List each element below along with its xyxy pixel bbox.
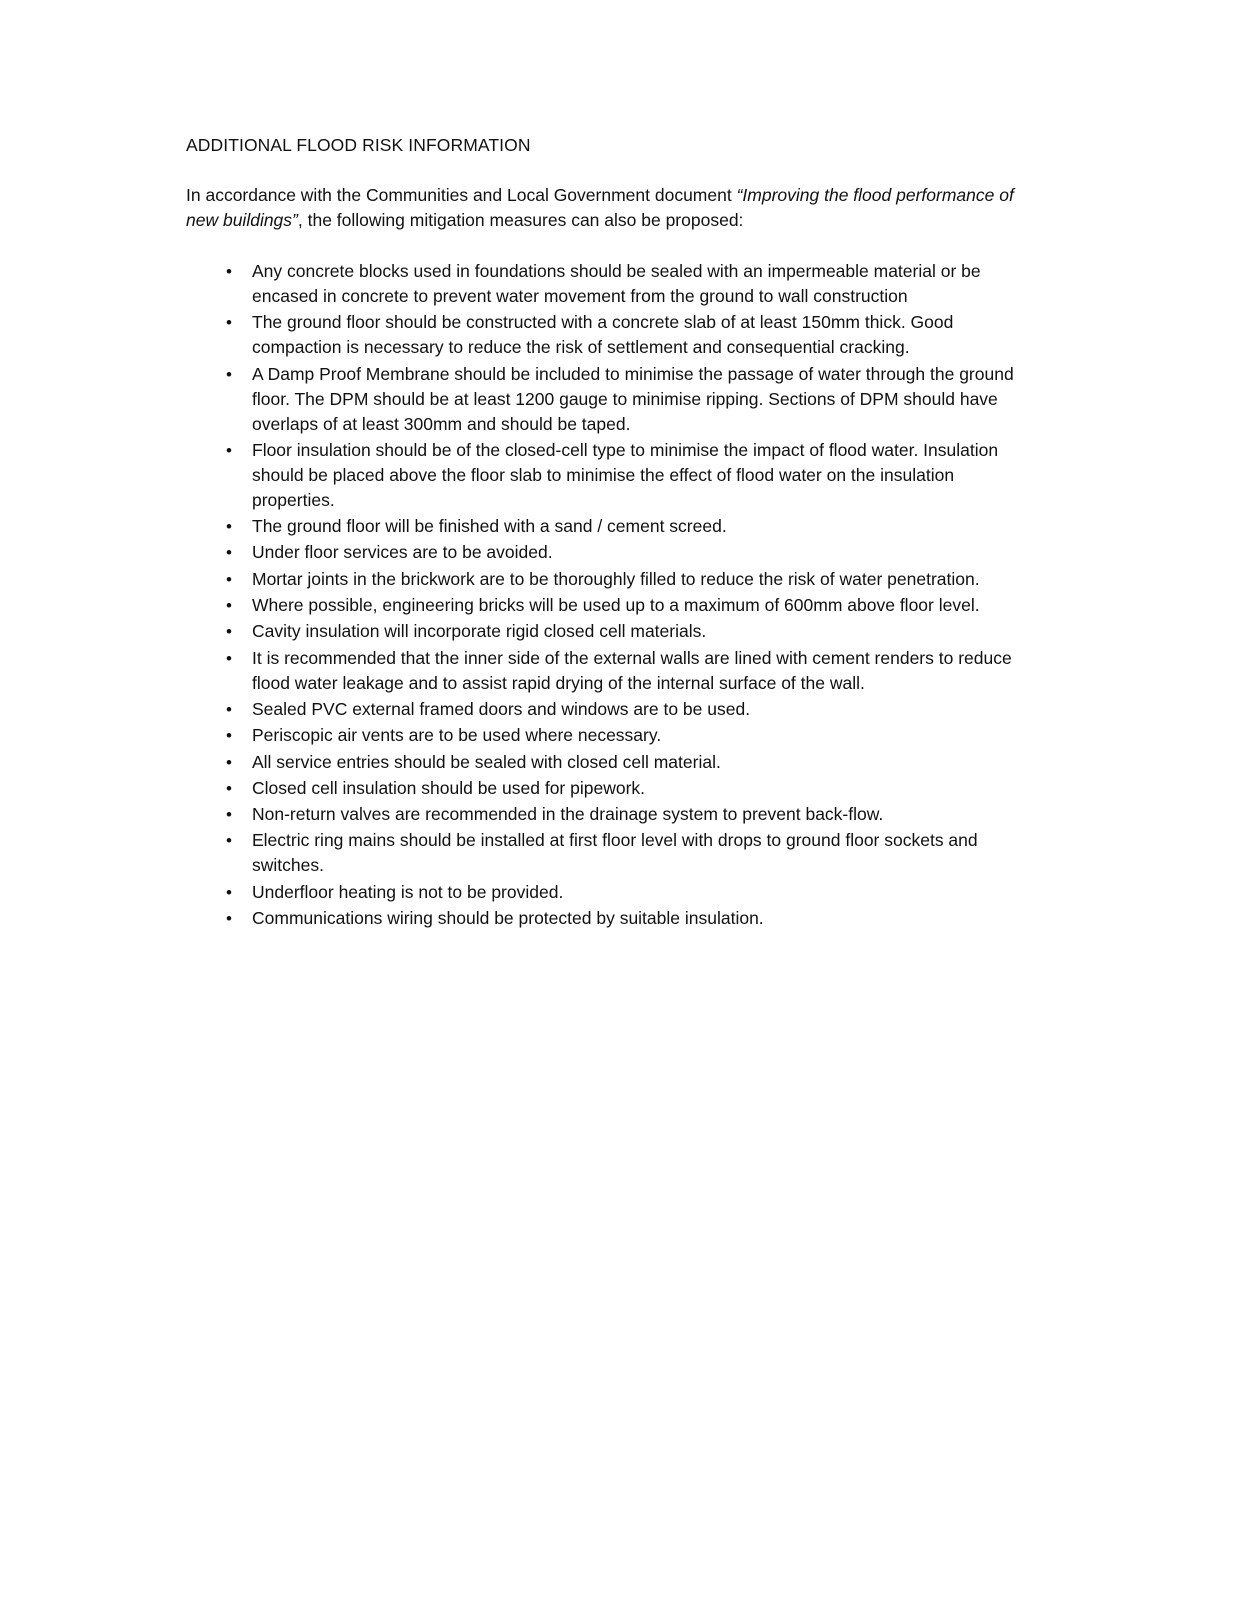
- mitigation-measure-item: [186, 750, 1036, 775]
- mitigation-measure-text: Where possible, engineering bricks will be used up to a maximum of 600mm above floor level.: [252, 595, 980, 616]
- mitigation-measure-item: [186, 540, 1036, 565]
- mitigation-measure-item: [186, 362, 1036, 437]
- mitigation-measure-text: Sealed PVC external framed doors and windows are to be used.: [252, 698, 751, 719]
- mitigation-measure-item: [186, 776, 1036, 801]
- bullet-icon: •: [226, 831, 232, 851]
- mitigation-measure-item: [186, 646, 1036, 696]
- bullet-icon: •: [226, 726, 232, 746]
- mitigation-measure-item: [186, 880, 1036, 905]
- mitigation-measure-text: The ground floor should be constructed with a concrete slab of at least 150mm thick. Good compaction is necessary to reduce the risk of settlement and consequential cracking.: [252, 312, 954, 358]
- mitigation-measure-item: [186, 310, 1036, 360]
- intro-paragraph: [186, 183, 1036, 233]
- mitigation-measure-item: [186, 828, 1036, 878]
- bullet-icon: •: [226, 622, 232, 642]
- bullet-icon: •: [226, 596, 232, 616]
- mitigation-measure-text: It is recommended that the inner side of the external walls are lined with cement renders to reduce flood water leakage and to assist rapid drying of the internal surface of the wall.: [252, 647, 1012, 693]
- bullet-icon: •: [226, 313, 232, 333]
- bullet-icon: •: [226, 882, 232, 902]
- bullet-icon: •: [226, 909, 232, 929]
- mitigation-measure-text: Floor insulation should be of the closed-cell type to minimise the impact of flood water. Insulation should be placed above the floor slab to minimise the effect of flood water on the insulation properties.: [252, 439, 999, 510]
- mitigation-measure-text: Any concrete blocks used in foundations should be sealed with an impermeable material or be encased in concrete to prevent water movement from the ground to wall construction: [252, 261, 981, 306]
- mitigation-measure-text: Periscopic air vents are to be used where necessary.: [252, 725, 662, 746]
- mitigation-measure-item: [186, 723, 1036, 748]
- mitigation-measure-text: Closed cell insulation should be used for pipework.: [252, 777, 646, 798]
- bullet-icon: •: [226, 569, 232, 589]
- mitigation-measure-item: [186, 619, 1036, 644]
- mitigation-measure-item: [186, 906, 1036, 931]
- bullet-icon: •: [226, 699, 232, 719]
- bullet-icon: •: [226, 517, 232, 537]
- mitigation-measure-text: Electric ring mains should be installed at first floor level with drops to ground floor sockets and switches.: [252, 830, 978, 876]
- mitigation-measure-text: Non-return valves are recommended in the drainage system to prevent back-flow.: [252, 804, 884, 825]
- mitigation-measures-list: [186, 259, 1036, 931]
- intro-text-after: , the following mitigation measures can also be proposed:: [297, 210, 744, 230]
- document-content: [186, 133, 1036, 932]
- mitigation-measure-text: A Damp Proof Membrane should be included to minimise the passage of water through the ground floor. The DPM should be at least 1200 gauge to minimise ripping. Sections of DPM should have overlaps of at least 300mm and should be taped.: [252, 363, 1014, 434]
- bullet-icon: •: [226, 364, 232, 384]
- mitigation-measure-item: [186, 593, 1036, 618]
- mitigation-measure-text: Cavity insulation will incorporate rigid closed cell materials.: [252, 621, 707, 642]
- bullet-icon: •: [226, 648, 232, 668]
- intro-document-title: “Improving the flood performance of new buildings”: [186, 185, 1014, 230]
- mitigation-measure-text: Mortar joints in the brickwork are to be thoroughly filled to reduce the risk of water penetration.: [252, 568, 980, 589]
- bullet-icon: •: [226, 752, 232, 772]
- intro-text-before: In accordance with the Communities and Local Government document: [186, 185, 737, 205]
- mitigation-measure-text: Under floor services are to be avoided.: [252, 542, 553, 563]
- bullet-icon: •: [226, 262, 232, 281]
- bullet-icon: •: [226, 440, 232, 460]
- mitigation-measure-item: [186, 438, 1036, 513]
- bullet-icon: •: [226, 805, 232, 825]
- mitigation-measure-text: All service entries should be sealed with closed cell material.: [252, 751, 721, 772]
- mitigation-measure-text: Communications wiring should be protected by suitable insulation.: [252, 908, 764, 929]
- bullet-icon: •: [226, 543, 232, 563]
- bullet-icon: •: [226, 778, 232, 798]
- mitigation-measure-item: [186, 259, 1036, 309]
- mitigation-measure-item: [186, 802, 1036, 827]
- mitigation-measure-item: [186, 514, 1036, 539]
- mitigation-measure-item: [186, 567, 1036, 592]
- mitigation-measure-text: The ground floor will be finished with a sand / cement screed.: [252, 516, 727, 537]
- mitigation-measure-text: Underfloor heating is not to be provided.: [252, 881, 564, 902]
- document-heading: ADDITIONAL FLOOD RISK INFORMATION: [186, 135, 531, 155]
- mitigation-measure-item: [186, 697, 1036, 722]
